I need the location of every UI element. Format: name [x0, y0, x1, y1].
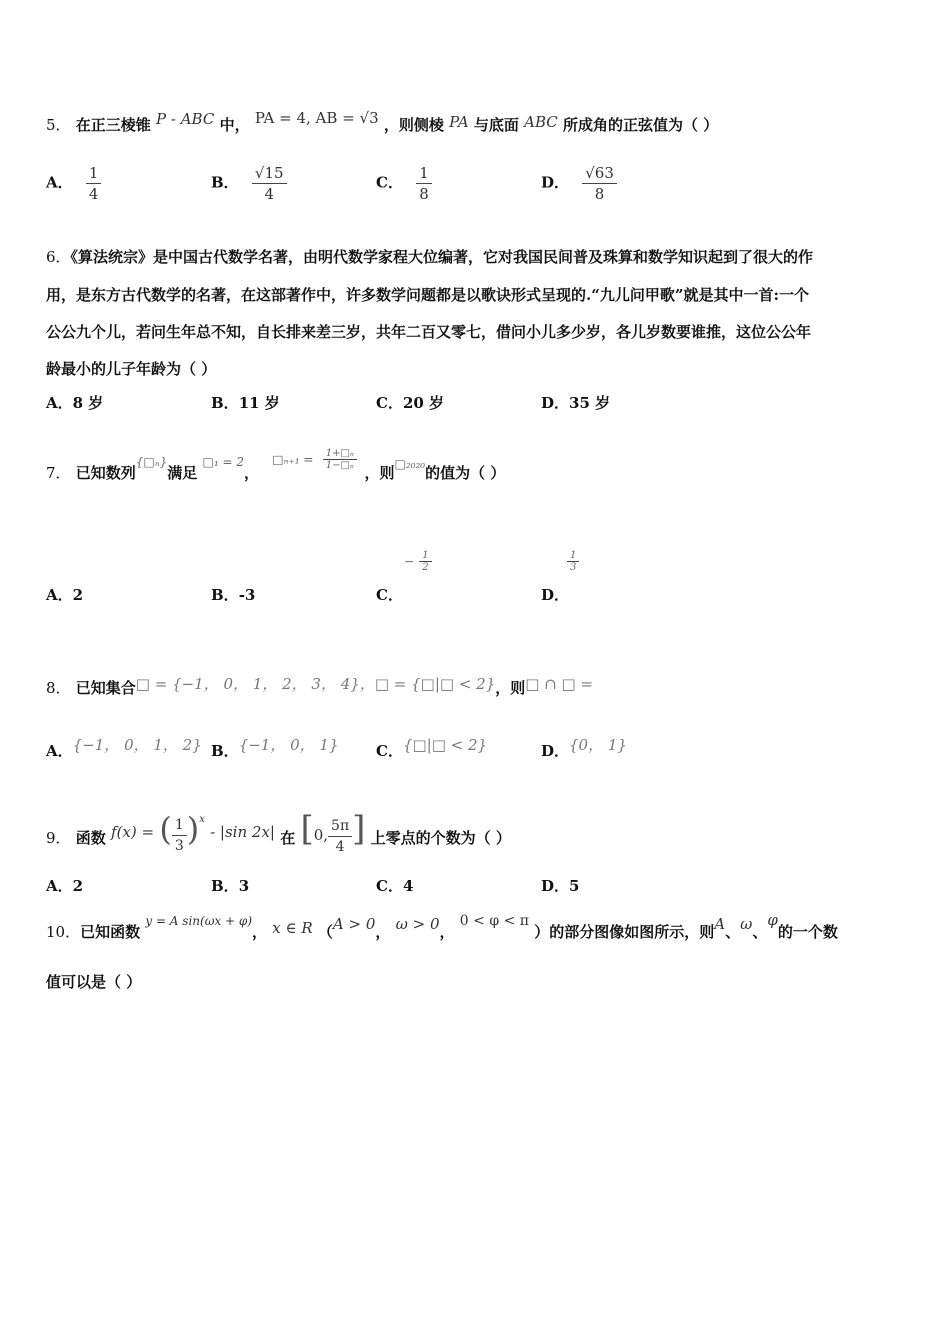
question-10-line-1: 10．已知函数 $^{y = A sin(\omega x + \varphi)}$， x ∈ R （A > 0， ω > 0， 0 < φ < π ）的部分图像如图所示，则A、ω、φ的一个数	[46, 911, 838, 941]
q5-option-c[interactable]: C． $\frac{1}{8}$	[376, 163, 432, 204]
q9-option-d[interactable]: D．5	[541, 877, 580, 895]
q9-option-c[interactable]: C．4	[376, 877, 414, 895]
q9-option-b[interactable]: B．3	[211, 877, 250, 895]
q9-base-paren: ( $\frac{1}{3}$ )$^x$	[159, 809, 205, 854]
q8-option-d[interactable]: D．{0， 1}	[541, 736, 627, 760]
q5-option-a-fraction: $\frac{1}{4}$	[86, 163, 102, 204]
q8-option-a[interactable]: A．{−1， 0， 1， 2}	[46, 736, 202, 760]
question-7: 7． 已知数列$^{\{□_n\}}$满足 $^{□_1 = 2}$， □ₙ₊₁ = $\frac{\text{1+□ₙ}}{\text{1−□ₙ}}$ ，则$^{□_{2020}}$的值为（ ）	[46, 448, 506, 482]
question-6-line-4: 龄最小的儿子年龄为（ ）	[46, 360, 217, 378]
q9-interval: [0, $\frac{5\pi}{4}$ ]	[300, 809, 366, 855]
q5-option-b[interactable]: B． $\frac{√15}{4}$	[211, 163, 287, 204]
q7-option-c[interactable]: C． − $\frac{1}{2}$	[376, 584, 403, 605]
q6-option-b[interactable]: B．11 岁	[211, 394, 280, 412]
q6-option-a[interactable]: A．8 岁	[46, 394, 104, 412]
q6-option-d[interactable]: D．35 岁	[541, 394, 611, 412]
q5-option-a[interactable]: A． $\frac{1}{4}$	[46, 163, 101, 204]
question-9: 9． 函数 f(x) = ( $\frac{1}{3}$ )$^x$ - |sin 2x| 在 [0, $\frac{5\pi}{4}$ ] 上零点的个数为（ ）	[46, 809, 511, 855]
q8-option-c[interactable]: C．{□|□ < 2}	[376, 736, 488, 760]
question-5: 5． 在正三棱锥 P - ABC 中， PA = 4, AB = √3 ，则侧棱 PA 与底面 ABC 所成角的正弦值为（ ）	[46, 109, 719, 134]
q5-option-d[interactable]: D． $\frac{√63}{8}$	[541, 163, 617, 204]
q7-option-d[interactable]: D． $\frac{1}{3}$	[541, 584, 569, 605]
q5-option-c-fraction: $\frac{1}{8}$	[416, 163, 432, 204]
q8-option-b[interactable]: B．{−1， 0， 1}	[211, 736, 339, 760]
q7-option-b[interactable]: B．-3	[211, 586, 256, 604]
question-6-line-2: 用，是东方古代数学的名著，在这部著作中，许多数学问题都是以歌诀形式呈现的.“九儿问甲歌”就是其中一首:一个	[46, 286, 810, 304]
q5-option-d-fraction: $\frac{√63}{8}$	[582, 163, 617, 204]
question-8: 8． 已知集合□ = {−1， 0， 1， 2， 3， 4}，□ = {□|□ < 2}，则□ ∩ □ =	[46, 675, 594, 697]
q6-option-c[interactable]: C．20 岁	[376, 394, 445, 412]
question-10-line-2: 值可以是（ ）	[46, 973, 142, 991]
q9-option-a[interactable]: A．2	[46, 877, 84, 895]
q7-option-a[interactable]: A．2	[46, 586, 84, 604]
q7-option-c-value: − $\frac{1}{2}$	[404, 550, 432, 573]
question-6-line-3: 公公九个儿，若问生年总不知，自长排来差三岁，共年二百又零七，借问小儿多少岁，各儿岁数要谁推，这位公公年	[46, 323, 812, 341]
question-6-line-1: 6．《算法统宗》是中国古代数学名著，由明代数学家程大位编著，它对我国民间普及珠算和数学知识起到了很大的作	[46, 248, 814, 266]
q7-option-d-value: $\frac{1}{3}$	[567, 550, 579, 573]
q5-option-b-fraction: $\frac{√15}{4}$	[252, 163, 287, 204]
